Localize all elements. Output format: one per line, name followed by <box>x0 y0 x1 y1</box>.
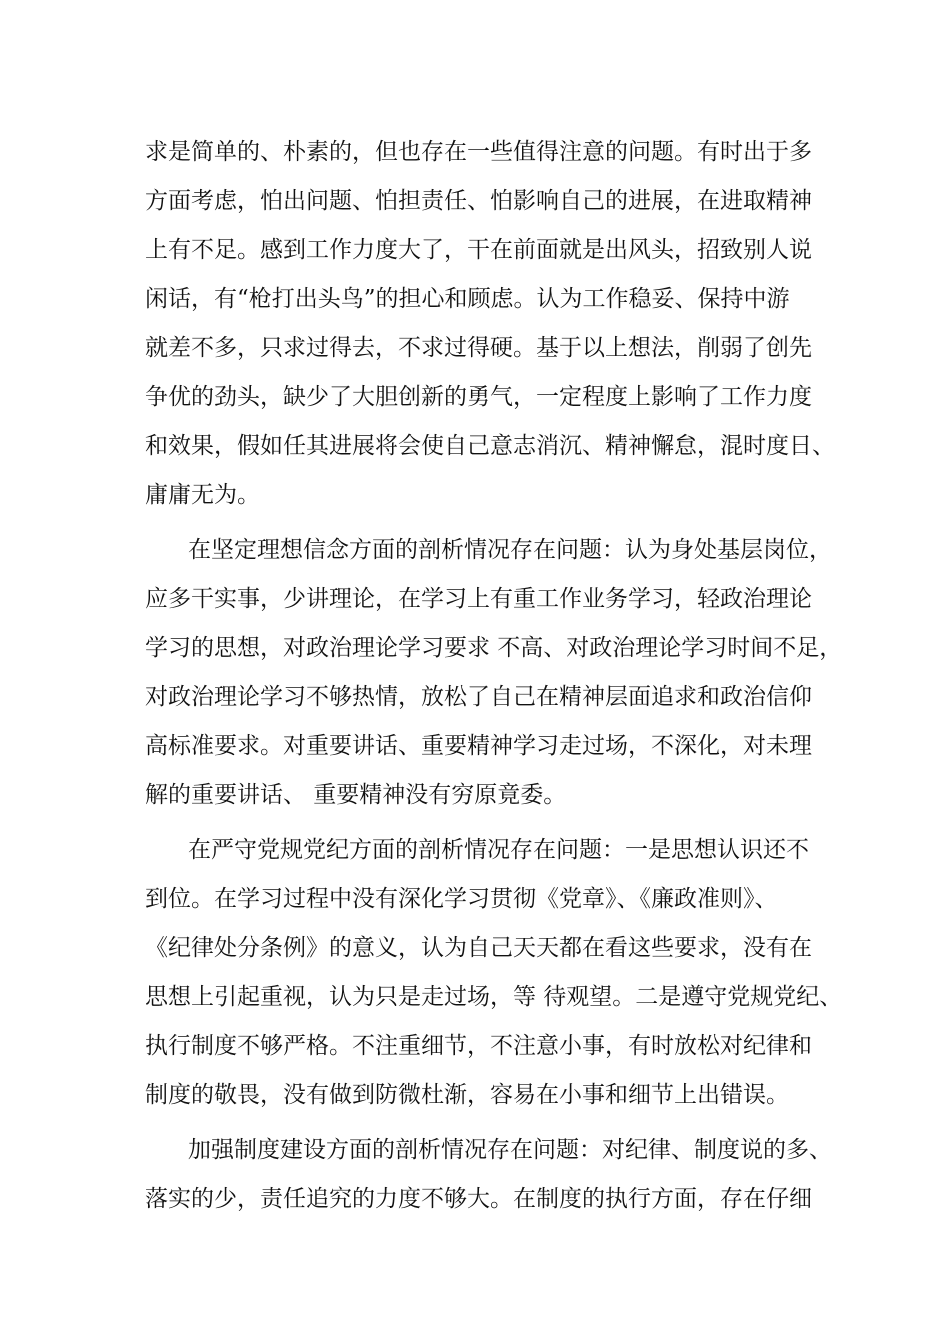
text-line: 落实的少，责任追究的力度不够大。在制度的执行方面，存在仔细 <box>145 1186 812 1212</box>
text-line: 思想上引起重视，认为只是走过场，等 待观望。二是遵守党规党纪、 <box>145 984 843 1010</box>
text-line: 对政治理论学习不够热情，放松了自己在精神层面追求和政治信仰 <box>145 684 812 710</box>
text-line: 应多干实事，少讲理论，在学习上有重工作业务学习，轻政治理论 <box>145 586 812 612</box>
text-line: 和效果，假如任其进展将会使自己意志消沉、精神懈怠，混时度日、 <box>145 433 835 459</box>
paragraph-first-line: 在坚定理想信念方面的剖析情况存在问题：认为身处基层岗位， <box>188 537 832 563</box>
paragraph-first-line: 在严守党规党纪方面的剖析情况存在问题：一是思想认识还不 <box>188 837 809 863</box>
text-line: 庸庸无为。 <box>145 482 260 508</box>
text-line: 争优的劲头，缺少了大胆创新的勇气，一定程度上影响了工作力度 <box>145 384 812 410</box>
text-line: 方面考虑，怕出问题、怕担责任、怕影响自己的进展，在进取精神 <box>145 188 812 214</box>
text-line: 执行制度不够严格。不注重细节，不注意小事，有时放松对纪律和 <box>145 1033 812 1059</box>
text-line: 就差不多，只求过得去，不求过得硬。基于以上想法，削弱了创先 <box>145 335 812 361</box>
text-line: 上有不足。感到工作力度大了，干在前面就是出风头，招致别人说 <box>145 237 812 263</box>
text-line: 到位。在学习过程中没有深化学习贯彻《党章》、《廉政准则》、 <box>145 886 778 912</box>
text-line: 闲话，有“枪打出头鸟”的担心和顾虑。认为工作稳妥、保持中游 <box>145 286 790 312</box>
text-line: 高标准要求。对重要讲话、重要精神学习走过场，不深化，对未理 <box>145 733 812 759</box>
paragraph-first-line: 加强制度建设方面的剖析情况存在问题：对纪律、制度说的多、 <box>188 1137 832 1163</box>
text-line: 制度的敬畏，没有做到防微杜渐，容易在小事和细节上出错误。 <box>145 1082 789 1108</box>
text-line: 求是简单的、朴素的，但也存在一些值得注意的问题。有时出于多 <box>145 139 812 165</box>
text-line: 学习的思想，对政治理论学习要求 不高、对政治理论学习时间不足， <box>145 635 843 661</box>
text-line: 《纪律处分条例》的意义，认为自己天天都在看这些要求，没有在 <box>145 935 812 961</box>
text-line: 解的重要讲话、 重要精神没有穷原竟委。 <box>145 782 567 808</box>
